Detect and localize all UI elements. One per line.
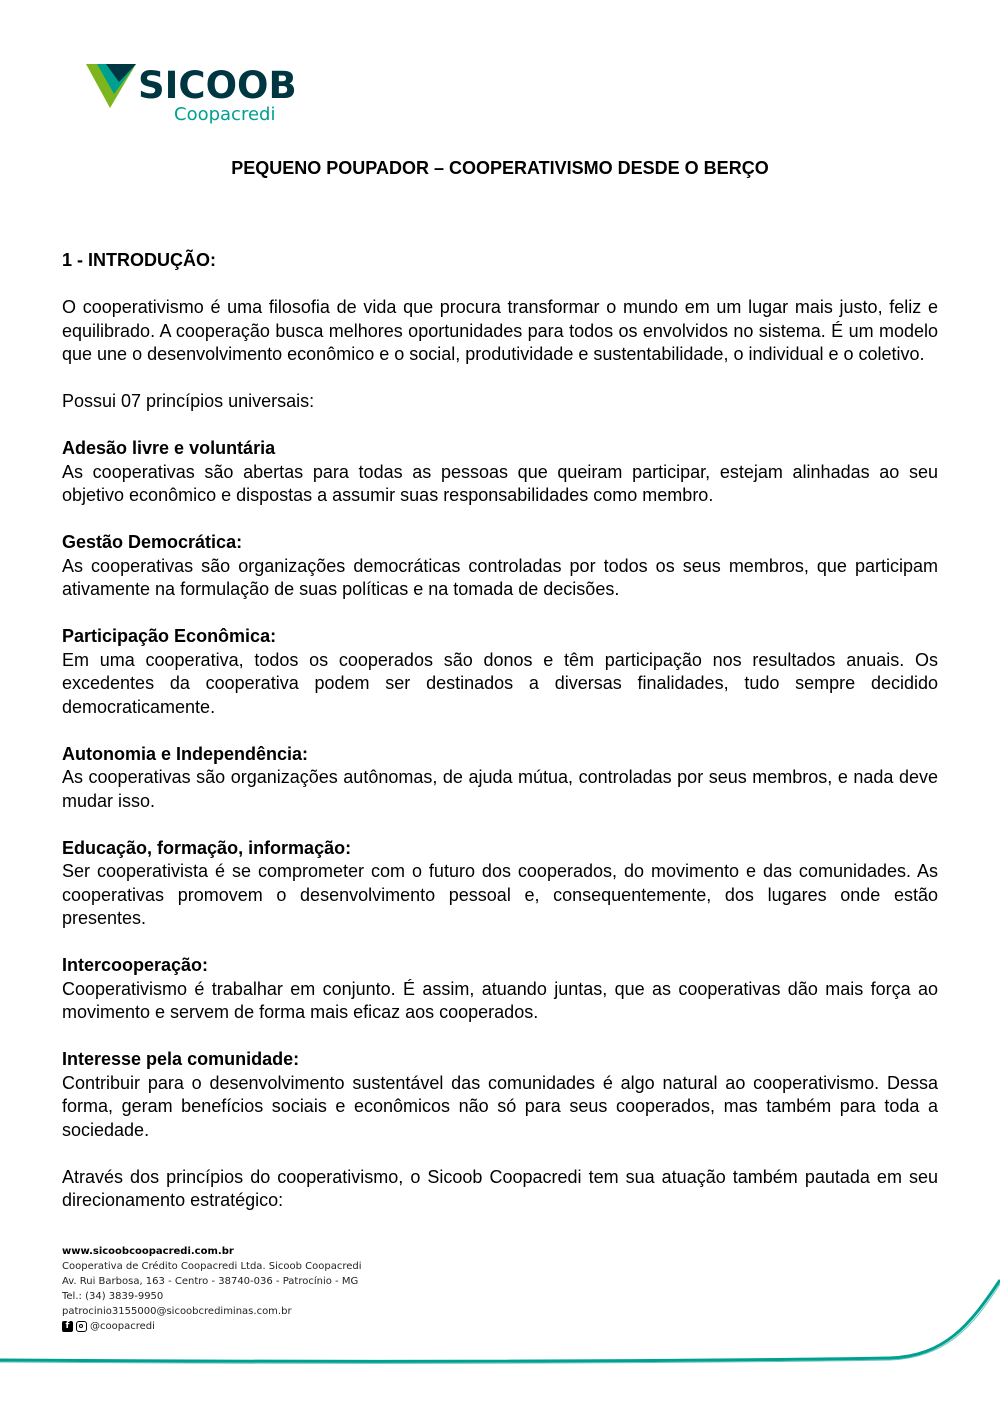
footer-company: Cooperativa de Crédito Coopacredi Ltda. Sicoob Coopacredi [62,1261,362,1272]
principle-item [62,743,938,814]
principle-text: As cooperativas são abertas para todas as pessoas que queiram participar, estejam alinhadas ao seu objetivo econômico e dispostas a assumir suas responsabilidades como membro. [62,461,938,505]
principle-title: Intercooperação: [62,955,209,975]
logo-subbrand: Coopacredi [174,104,276,125]
principles-intro: Possui 07 princípios universais: [62,391,315,411]
principle-text: As cooperativas são organizações autônomas, de ajuda mútua, controladas por seus membros, e nada deve mudar isso. [62,767,938,811]
principle-text: Em uma cooperativa, todos os cooperados são donos e têm participação nos resultados anuais. Os excedentes da cooperativa podem ser destinados a diversas finalidades, tudo sempre decidido democraticamente. [62,649,938,717]
logo-brand: SICOOB [138,64,297,107]
document-title: PEQUENO POUPADOR – COOPERATIVISMO DESDE O BERÇO [231,158,769,178]
footer-phone: Tel.: (34) 3839-9950 [62,1291,164,1302]
footer-website-link[interactable]: www.sicoobcoopacredi.com.br [62,1246,234,1257]
principle-text: As cooperativas são organizações democráticas controladas por todos os seus membros, que participam ativamente na formulação de suas políticas e na tomada de decisões. [62,555,938,599]
principle-text: Ser cooperativista é se comprometer com o futuro dos cooperados, do movimento e das comunidades. As cooperativas promovem o desenvolvimento pessoal e, consequentemente, dos lugares onde estão presentes. [62,861,938,928]
principle-text: Cooperativismo é trabalhar em conjunto. É assim, atuando juntas, que as cooperativas dão mais força ao movimento e servem de forma mais eficaz aos cooperados. [62,978,938,1022]
principle-item [62,531,938,602]
facebook-icon[interactable]: f [62,1321,73,1332]
footer-wave-decoration [0,1270,1000,1370]
principle-item [62,437,938,508]
intro-paragraph: O cooperativismo é uma filosofia de vida que procura transformar o mundo em um lugar mais justo, feliz e equilibrado. A cooperação busca melhores oportunidades para todos os envolvidos no sistema. É um modelo que une o desenvolvimento econômico e o social, produtividade e sustentabilidade, o individual e o coletivo. [62,297,938,364]
principle-item [62,625,938,719]
document-body [62,249,938,1236]
principle-item [62,837,938,931]
principle-item [62,1048,938,1142]
principle-item [62,954,938,1025]
principle-text: Contribuir para o desenvolvimento sustentável das comunidades é algo natural ao cooperativismo. Dessa forma, geram benefícios sociais e econômicos não só para seus cooperados, mas também para toda a sociedade. [62,1072,938,1140]
sicoob-logo [86,62,297,128]
principle-title: Gestão Democrática: [62,532,243,552]
sicoob-logo-mark [86,64,136,108]
footer-email-link[interactable]: patrocinio3155000@sicoobcrediminas.com.br [62,1306,292,1317]
principle-title: Interesse pela comunidade: [62,1049,300,1069]
footer-address: Av. Rui Barbosa, 163 - Centro - 38740-036 - Patrocínio - MG [62,1276,359,1287]
principle-title: Autonomia e Independência: [62,743,309,764]
closing-paragraph: Através dos princípios do cooperativismo, o Sicoob Coopacredi tem sua atuação também pautada em seu direcionamento estratégico: [62,1166,938,1210]
principle-title: Educação, formação, informação: [62,837,352,858]
section-heading: 1 - INTRODUÇÃO: [62,250,216,270]
principle-title: Participação Econômica: [62,626,277,646]
social-handle: @coopacredi [90,1321,155,1332]
principle-title: Adesão livre e voluntária [62,438,276,458]
